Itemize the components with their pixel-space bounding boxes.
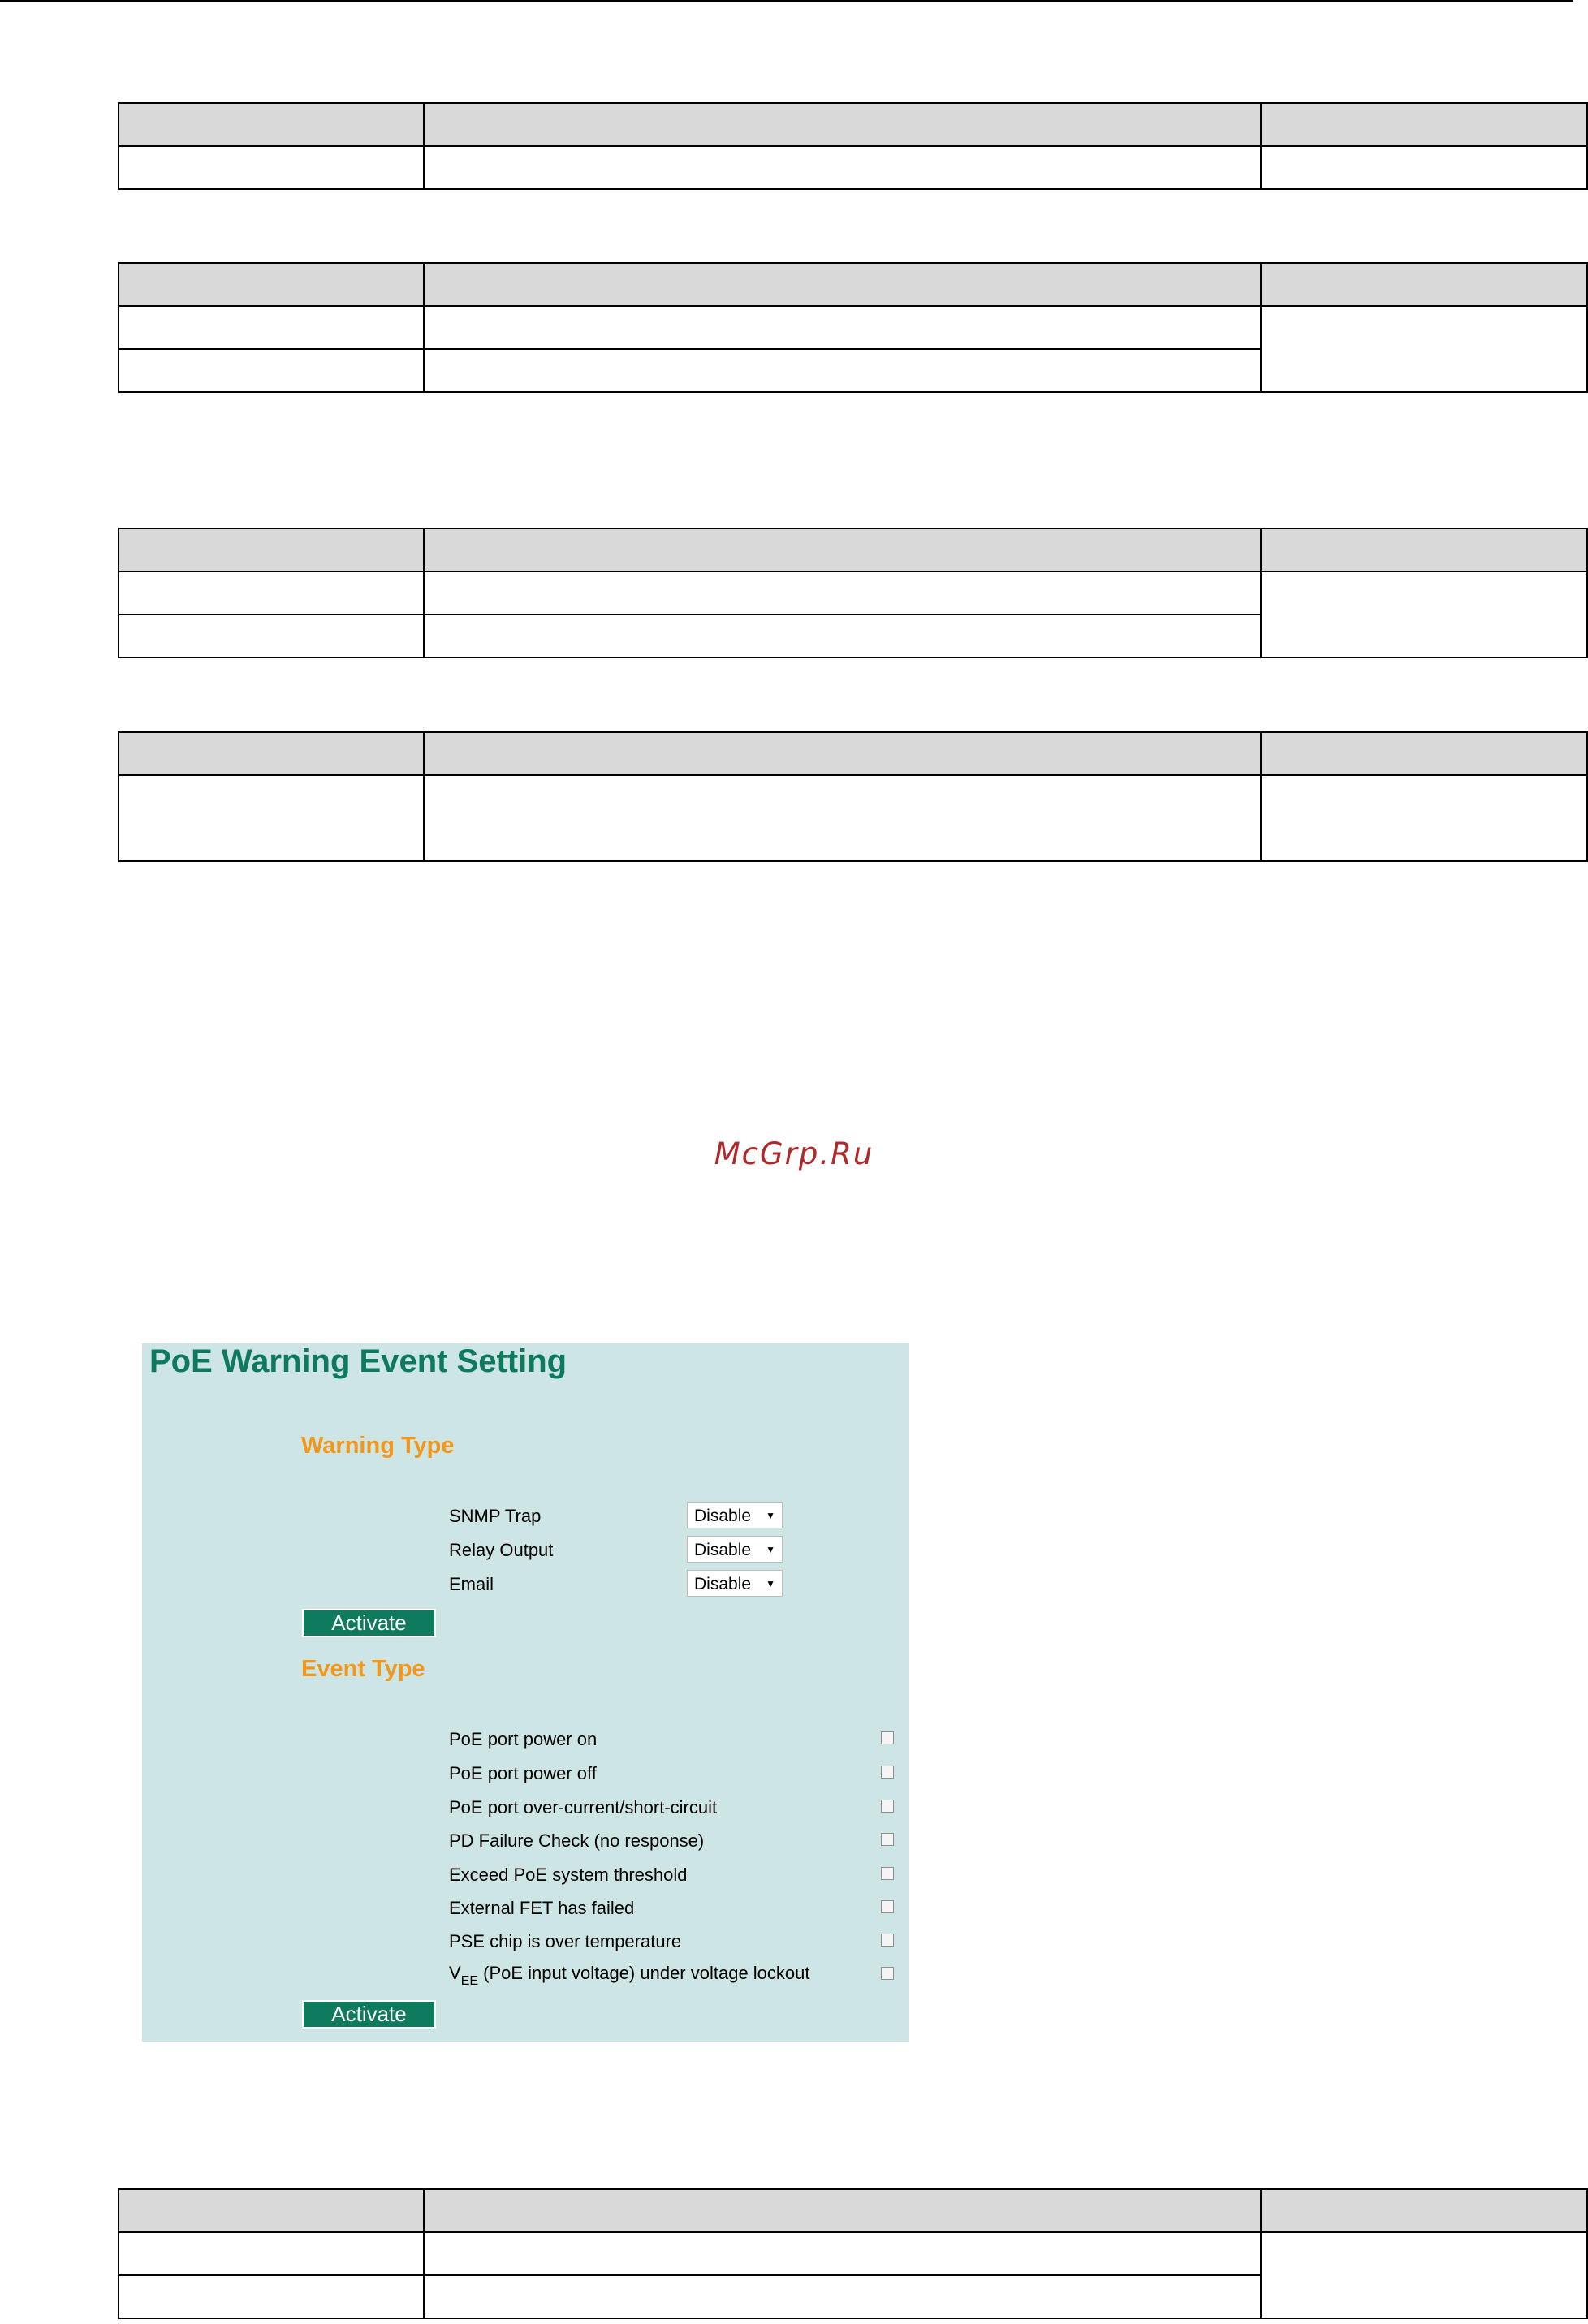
chevron-down-icon: ▼: [766, 1544, 775, 1555]
event-label-vee-lockout: [449, 1963, 810, 1988]
poe-warning-event-panel: [142, 1343, 909, 2042]
table-cell: [119, 2275, 424, 2318]
table-row: [119, 775, 1587, 861]
table-row: [119, 571, 1587, 614]
table-cell-merged: [1261, 2232, 1587, 2318]
watermark-text: McGrp.Ru: [714, 1136, 874, 1171]
table-header-cell: [1261, 528, 1587, 571]
table-header-row: [119, 732, 1587, 775]
table-cell: [424, 614, 1261, 658]
table-header-cell: [119, 732, 424, 775]
table-header-cell: [1261, 103, 1587, 146]
table-cell: [424, 306, 1261, 349]
event-checkbox-pd-failure[interactable]: [881, 1833, 894, 1846]
table-header-row: [119, 528, 1587, 571]
table-cell-merged: [1261, 571, 1587, 658]
table-row: [119, 2232, 1587, 2275]
settings-table-2: [118, 262, 1588, 393]
table-row: [119, 306, 1587, 349]
table-cell: [424, 349, 1261, 392]
table-cell: [1261, 775, 1587, 861]
table-header-cell: [1261, 2189, 1587, 2232]
settings-table-3: [118, 528, 1588, 658]
event-checkbox-vee-lockout[interactable]: [881, 1967, 894, 1980]
event-checkbox-poe-power-on[interactable]: [881, 1731, 894, 1744]
email-select[interactable]: [687, 1570, 783, 1597]
table-cell: [119, 775, 424, 861]
settings-table-5: [118, 2188, 1588, 2319]
event-label-poe-power-on: PoE port power on: [449, 1729, 598, 1749]
warning-type-heading: Warning Type: [301, 1433, 455, 1459]
vee-prefix: V: [449, 1963, 461, 1983]
select-value: Disable: [694, 1575, 752, 1593]
table-cell: [424, 146, 1261, 189]
event-label-exceed-threshold: Exceed PoE system threshold: [449, 1865, 688, 1885]
table-cell: [119, 306, 424, 349]
event-label-pse-over-temp: PSE chip is over temperature: [449, 1931, 682, 1951]
event-type-activate-button[interactable]: Activate: [302, 2000, 436, 2029]
table-header-row: [119, 263, 1587, 306]
event-label-over-current: PoE port over-current/short-circuit: [449, 1797, 718, 1817]
table-header-cell: [424, 263, 1261, 306]
select-value: Disable: [694, 1541, 752, 1559]
table-header-cell: [1261, 732, 1587, 775]
panel-title: PoE Warning Event Setting: [149, 1343, 567, 1379]
snmp-trap-select[interactable]: [687, 1502, 783, 1528]
table-header-cell: [424, 2189, 1261, 2232]
table-row: [119, 146, 1587, 189]
settings-table-1: [118, 102, 1588, 190]
select-value: Disable: [694, 1507, 752, 1525]
chevron-down-icon: ▼: [766, 1510, 775, 1521]
event-checkbox-fet-failed[interactable]: [881, 1900, 894, 1913]
event-label-poe-power-off: PoE port power off: [449, 1763, 597, 1783]
table-cell: [119, 146, 424, 189]
table-cell: [119, 614, 424, 658]
relay-output-label: Relay Output: [449, 1540, 554, 1560]
table-header-cell: [119, 2189, 424, 2232]
table-cell: [424, 2232, 1261, 2275]
event-type-heading: Event Type: [301, 1656, 425, 1682]
table-header-row: [119, 103, 1587, 146]
table-header-cell: [424, 103, 1261, 146]
relay-output-select[interactable]: [687, 1536, 783, 1563]
table-cell: [424, 2275, 1261, 2318]
event-label-fet-failed: External FET has failed: [449, 1898, 635, 1918]
header-rule: [0, 0, 1573, 2]
email-label: Email: [449, 1574, 494, 1594]
table-header-cell: [424, 732, 1261, 775]
settings-table-4: [118, 731, 1588, 862]
chevron-down-icon: ▼: [766, 1578, 775, 1589]
table-header-cell: [424, 528, 1261, 571]
event-checkbox-exceed-threshold[interactable]: [881, 1867, 894, 1880]
table-header-cell: [1261, 263, 1587, 306]
table-cell-merged: [1261, 306, 1587, 392]
table-cell: [119, 2232, 424, 2275]
table-header-cell: [119, 528, 424, 571]
table-header-row: [119, 2189, 1587, 2232]
table-cell: [1261, 146, 1587, 189]
table-cell: [424, 775, 1261, 861]
table-cell: [424, 571, 1261, 614]
table-header-cell: [119, 263, 424, 306]
vee-suffix: (PoE input voltage) under voltage lockout: [478, 1963, 810, 1983]
event-checkbox-poe-power-off[interactable]: [881, 1766, 894, 1779]
table-header-cell: [119, 103, 424, 146]
warning-type-activate-button[interactable]: Activate: [302, 1609, 436, 1637]
snmp-trap-label: SNMP Trap: [449, 1506, 542, 1526]
event-label-pd-failure: PD Failure Check (no response): [449, 1830, 705, 1851]
table-cell: [119, 571, 424, 614]
event-checkbox-pse-over-temp[interactable]: [881, 1934, 894, 1947]
vee-subscript: EE: [460, 1974, 479, 1988]
event-checkbox-over-current[interactable]: [881, 1800, 894, 1813]
table-cell: [119, 349, 424, 392]
